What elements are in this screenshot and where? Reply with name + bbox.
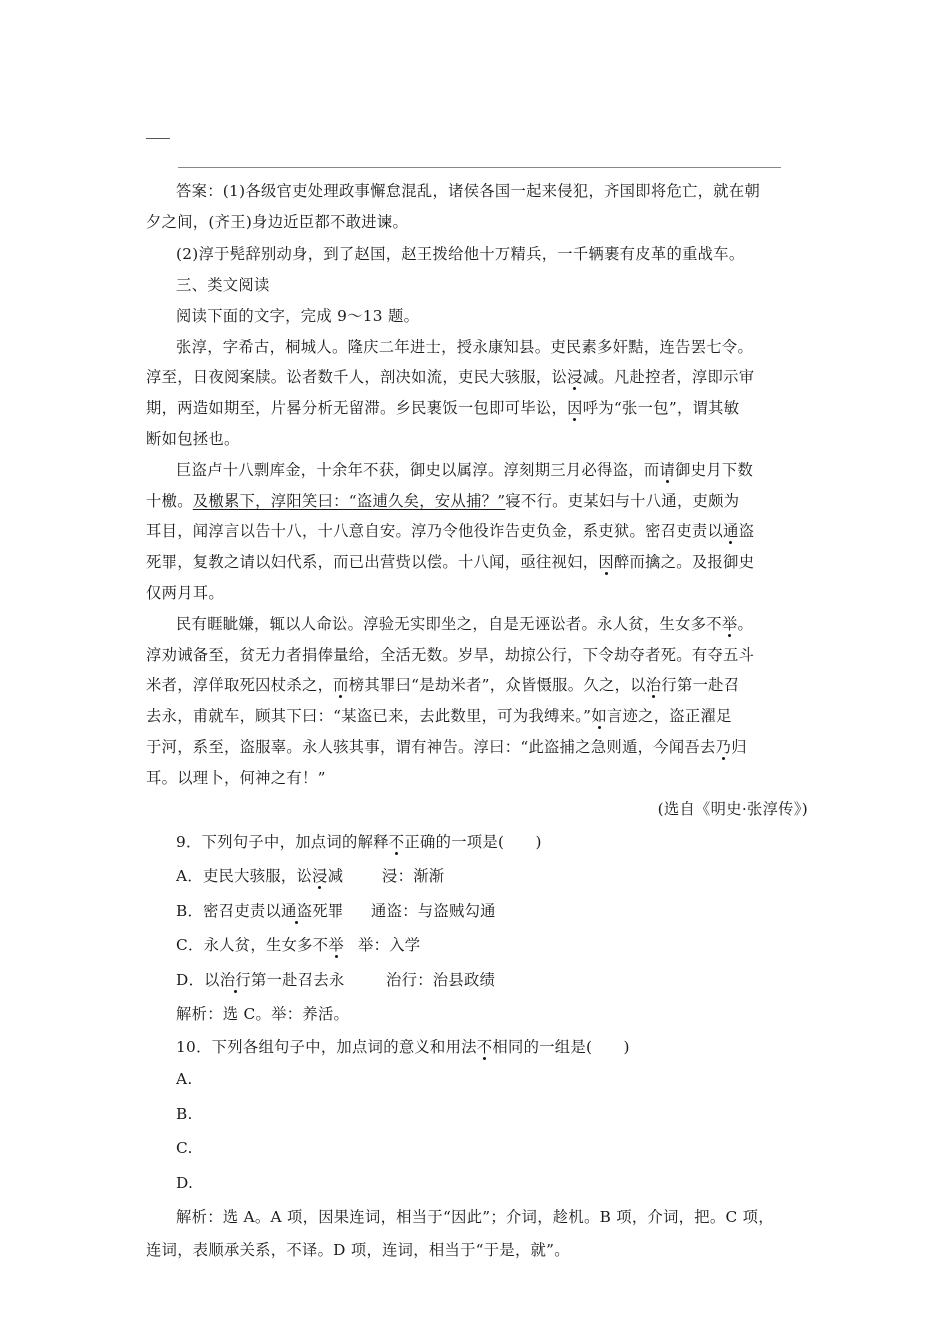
answer-line-2: 夕之间，(齐王)身边近臣都不敢进谏。 <box>146 213 409 231</box>
passage-p3-line-5: 于河，系至，盗服辜。永人骇其事，谓有神告。淳曰：“此盗捕之急则遁，今闻吾去乃归 <box>146 737 747 756</box>
dotted-word: 因 <box>598 553 614 572</box>
dotted-word: 治 <box>645 676 662 695</box>
instruction: 阅读下面的文字，完成 9～13 题。 <box>176 306 420 325</box>
q10-option-d: D. <box>176 1173 194 1192</box>
header-rule <box>178 167 781 168</box>
passage-p2-line-5: 仅两月耳。 <box>146 583 224 602</box>
q9-analysis: 解析：选 C。举：养活。 <box>176 1005 350 1024</box>
q10-analysis-line-1: 解析：选 A。A 项，因果连词，相当于“因此”；介词，趁机。B 项，介词，把。C 项， <box>176 1208 774 1227</box>
passage-p1-line-4: 断如包拯也。 <box>146 429 240 448</box>
dotted-word: 因 <box>567 399 583 418</box>
dotted-word: 乃 <box>715 737 732 756</box>
passage-p3-line-1: 民有睚眦嫌，辄以人命讼。淳验无实即坐之，自是无诬讼者。永人贫，生女多不举。 <box>176 614 754 633</box>
passage-p3-line-2: 淳劝诫备至，贫无力者捐俸量给，全活无数。岁旱，劫掠公行，下令劫夺者死。有夺五斗 <box>146 645 755 664</box>
passage-p2-line-4: 死罪，复教之请以妇代系，而已出营赀以偿。十八闻，亟往视妇，因醉而擒之。及报御史 <box>146 553 755 572</box>
dotted-word: 不 <box>388 832 405 851</box>
dotted-word: 请 <box>659 460 676 479</box>
q10-option-c: C. <box>176 1139 193 1158</box>
corner-mark <box>146 138 170 139</box>
dotted-word: 不 <box>476 1037 493 1056</box>
q9-option-a: A．吏民大骇服，讼浸减 浸：渐渐 <box>176 867 445 886</box>
dotted-word: 浸 <box>567 368 583 387</box>
dotted-word: 治行 <box>219 970 251 989</box>
passage-p2-line-3: 耳目，闻淳言以告十八，十八意自安。淳乃令他役诈告吏负金，系吏狱。密召吏责以通盗 <box>146 522 755 541</box>
underlined-sentence: 及檄累下，淳阳笑曰：“盗逋久矣，安从捕？” <box>192 491 506 510</box>
q10-analysis-line-2: 连词，表顺承关系，不译。D 项，连词，相当于“于是，就”。 <box>146 1240 570 1259</box>
dotted-word: 如 <box>591 707 607 726</box>
passage-p1-line-2: 淳至，日夜阅案牍。讼者数千人，剖决如流，吏民大骇服，讼浸减。凡赴控者，淳即示审 <box>146 368 755 387</box>
passage-p1-line-3: 期，两造如期至，片晷分析无留滞。乡民裹饭一包即可毕讼，因呼为“张一包”，谓其敏 <box>146 399 740 418</box>
passage-p2-line-1: 巨盗卢十八剽库金，十余年不获，御史以属淳。淳刻期三月必得盗，而请御史月下数 <box>176 460 754 479</box>
answer-line-3: (2)淳于髡辞别动身，到了赵国，赵王拨给他十万精兵，一千辆裹有皮革的重战车。 <box>176 245 745 263</box>
passage-p3-line-6: 耳。以理卜，何神之有！” <box>146 768 326 787</box>
section-title: 三、类文阅读 <box>176 276 270 294</box>
document-body <box>146 176 810 1266</box>
q9-option-d: D．以治行第一赴召去永 治行：治县政绩 <box>176 970 496 989</box>
dotted-word: 通 <box>723 522 739 541</box>
passage-p2-line-2: 十檄。及檄累下，淳阳笑曰：“盗逋久矣，安从捕？”寝不行。吏某妇与十八通，吏颇为 <box>146 491 740 510</box>
q10-option-b: B. <box>176 1104 193 1123</box>
passage-p3-line-3: 米者，淳佯取死囚杖杀之，而榜其罪曰“是劫米者”，众皆慑服。久之，以治行第一赴召 <box>146 676 740 695</box>
dotted-word: 举 <box>721 614 738 633</box>
q9-option-c: C．永人贫，生女多不举 举：入学 <box>176 936 421 955</box>
dotted-word: 浸 <box>312 867 328 886</box>
dotted-word: 通盗 <box>281 901 313 920</box>
answer-line-1: 答案：(1)各级官吏处理政事懈怠混乱，诸侯各国一起来侵犯，齐国即将危亡，就在朝 <box>176 182 761 200</box>
passage-p3-line-4: 去永，甫就车，顾其下曰：“某盗已来，去此数里，可为我缚来。”如言迹之，盗正濯足 <box>146 707 732 726</box>
q10-option-a: A. <box>176 1070 193 1089</box>
q9-stem: 9．下列句子中，加点词的解释不正确的一项是( ) <box>176 832 542 851</box>
q10-stem: 10．下列各组句子中，加点词的意义和用法不相同的一组是( ) <box>176 1037 630 1056</box>
passage-p1-line-1: 张淳，字希古，桐城人。隆庆二年进士，授永康知县。吏民素多奸黠，连告罢七令。 <box>176 337 754 356</box>
dotted-word: 举 <box>328 936 344 955</box>
q9-option-b: B．密召吏责以通盗死罪 通盗：与盗贼勾通 <box>176 901 496 920</box>
passage-source: (选自《明史·张淳传》) <box>657 799 808 818</box>
dotted-word: 而 <box>333 676 349 695</box>
